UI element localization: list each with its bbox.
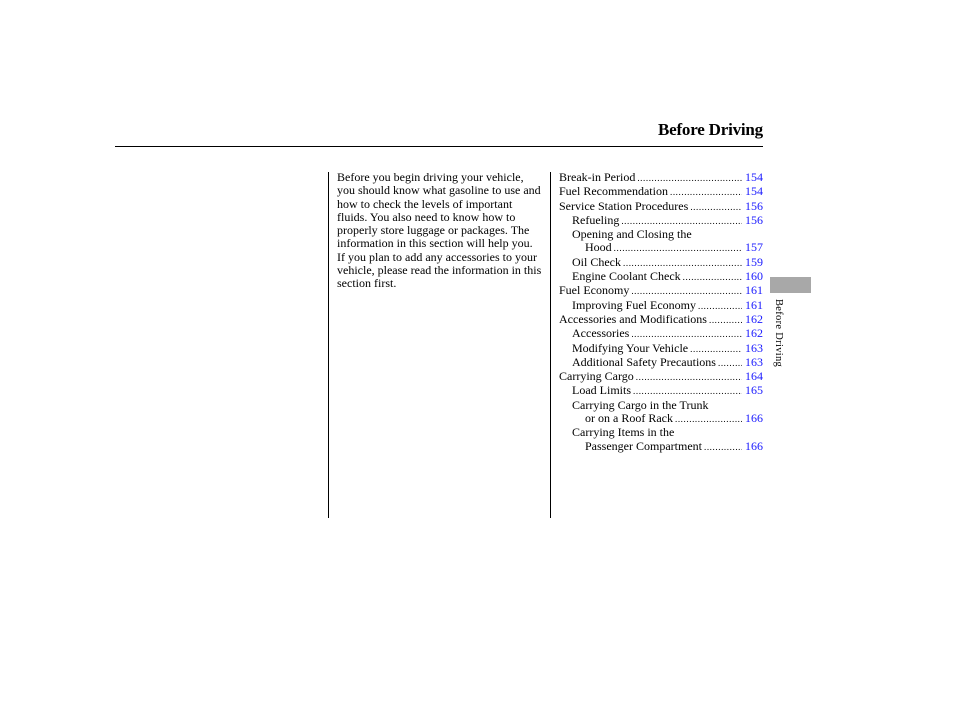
toc-page-link[interactable]: 161 [745, 283, 763, 298]
toc-entry-label: Carrying Items in the [572, 425, 675, 440]
toc-entry[interactable] [559, 171, 763, 185]
toc-entry-label: Passenger Compartment [585, 438, 702, 453]
toc-page-link[interactable]: 160 [745, 269, 763, 284]
dot-leader [636, 371, 742, 384]
toc-entry-label: Accessories [572, 326, 630, 341]
toc-entry[interactable] [559, 185, 763, 199]
toc-entry[interactable] [559, 299, 763, 313]
dot-leader [633, 385, 742, 398]
dot-leader [623, 257, 742, 270]
toc-entry-label: Hood [585, 240, 612, 255]
toc-entry[interactable] [559, 214, 763, 228]
toc-entry[interactable] [559, 384, 763, 398]
toc-entry[interactable] [559, 342, 763, 356]
section-tab [770, 277, 811, 293]
dot-leader [631, 285, 742, 298]
dot-leader [690, 343, 742, 356]
toc-entry[interactable] [559, 327, 763, 341]
header-rule [115, 146, 763, 147]
dot-leader [631, 328, 742, 341]
dot-leader [670, 186, 742, 199]
side-section-label: Before Driving [773, 299, 784, 368]
dot-leader [683, 271, 742, 284]
toc-entry-label: Carrying Cargo in the Trunk [572, 397, 709, 412]
table-of-contents [559, 171, 763, 454]
toc-page-link[interactable]: 163 [745, 354, 763, 369]
toc-entry[interactable] [559, 356, 763, 370]
toc-entry-label: Engine Coolant Check [572, 269, 681, 284]
toc-entry[interactable] [559, 256, 763, 270]
toc-entry-label: Improving Fuel Economy [572, 297, 696, 312]
toc-page-link[interactable]: 161 [745, 297, 763, 312]
toc-page-link[interactable]: 156 [745, 212, 763, 227]
toc-page-link[interactable]: 156 [745, 198, 763, 213]
toc-page-link[interactable]: 154 [745, 184, 763, 199]
toc-entry[interactable] [559, 200, 763, 214]
toc-page-link[interactable]: 162 [745, 311, 763, 326]
toc-entry-label: Fuel Economy [559, 283, 630, 298]
dot-leader [718, 357, 742, 370]
toc-page-link[interactable]: 157 [745, 240, 763, 255]
toc-entry-label: Additional Safety Precautions [572, 354, 716, 369]
toc-entry-label: Opening and Closing the [572, 227, 692, 242]
toc-page-link[interactable]: 166 [745, 411, 763, 426]
toc-entry[interactable] [559, 241, 763, 255]
column-divider-right [550, 172, 551, 518]
toc-entry [559, 228, 763, 241]
toc-entry-label: Break-in Period [559, 170, 636, 184]
toc-page-link[interactable]: 164 [745, 369, 763, 384]
toc-entry-label: Carrying Cargo [559, 369, 634, 384]
toc-entry[interactable] [559, 440, 763, 454]
toc-page-link[interactable]: 163 [745, 340, 763, 355]
toc-page-link[interactable]: 154 [745, 170, 763, 184]
toc-entry-label: Modifying Your Vehicle [572, 340, 689, 355]
dot-leader [704, 441, 742, 454]
toc-page-link[interactable]: 165 [745, 383, 763, 398]
toc-entry [559, 399, 763, 412]
toc-page-link[interactable]: 162 [745, 326, 763, 341]
column-divider-left [328, 172, 329, 518]
toc-entry[interactable] [559, 313, 763, 327]
dot-leader [675, 413, 742, 426]
toc-entry-label: Accessories and Modifications [559, 311, 707, 326]
dot-leader [698, 300, 742, 313]
dot-leader [621, 215, 742, 228]
toc-entry-label: Service Station Procedures [559, 198, 689, 213]
dot-leader [690, 201, 742, 214]
dot-leader [637, 172, 742, 185]
toc-page-link[interactable]: 159 [745, 254, 763, 269]
toc-entry[interactable] [559, 370, 763, 384]
toc-entry[interactable] [559, 412, 763, 426]
page-title: Before Driving [657, 120, 763, 139]
toc-entry-label: Fuel Recommendation [559, 184, 668, 199]
dot-leader [614, 242, 742, 255]
toc-entry-label: Load Limits [572, 383, 631, 398]
toc-entry[interactable] [559, 284, 763, 298]
toc-entry-label: or on a Roof Rack [585, 411, 673, 426]
toc-entry-label: Refueling [572, 212, 620, 227]
intro-paragraph: Before you begin driving your vehicle, you should know what gasoline to use and how to check the levels of important fluids. You also need to know how to properly store luggage or packages. The information in this section will help you. If you plan to add any accessories to your vehicle, please read the information in this section first. [337, 170, 542, 291]
toc-entry-label: Oil Check [572, 254, 621, 269]
toc-entry [559, 426, 763, 439]
dot-leader [709, 314, 742, 327]
toc-entry[interactable] [559, 270, 763, 284]
toc-page-link[interactable]: 166 [745, 438, 763, 453]
